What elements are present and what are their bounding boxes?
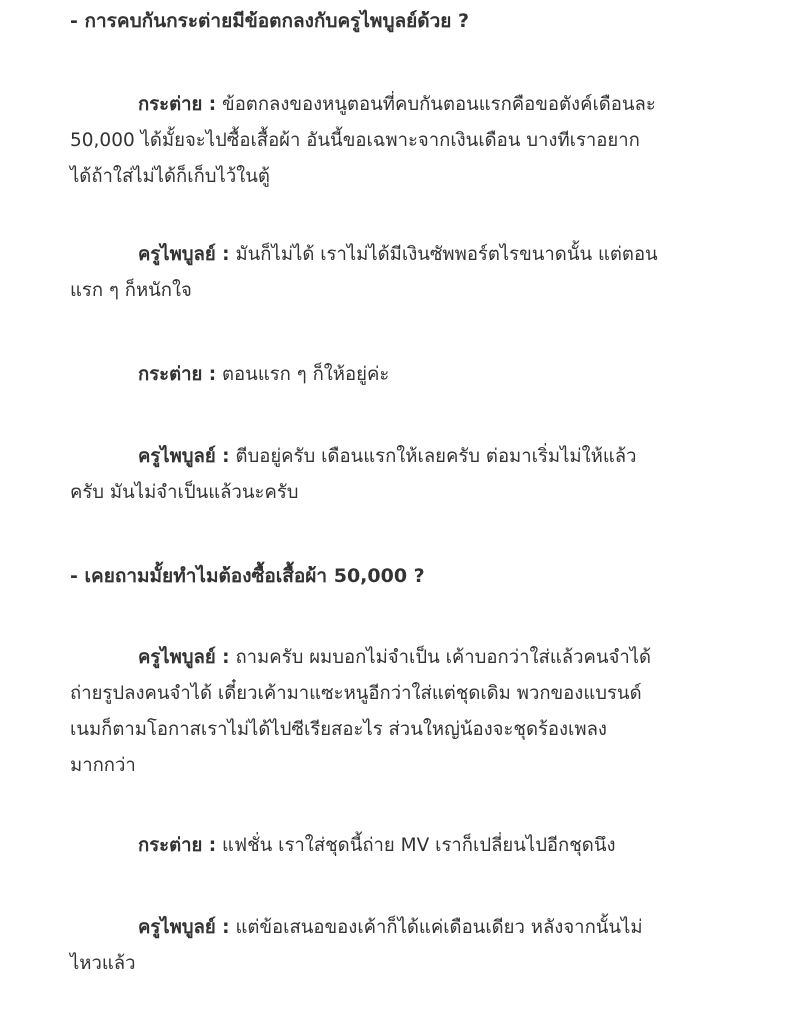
dialogue-text: มันก็ไม่ได้ เราไม่ได้มีเงินซัพพอร์ตไรขนาดนั้น แต่ตอน (235, 244, 658, 265)
dialogue-line (70, 87, 735, 123)
question-heading: - การคบกันกระต่ายมีข้อตกลงกับครูไพบูลย์ด้วย ? (70, 10, 470, 32)
dialogue-line (70, 640, 735, 676)
dialogue-paragraph (70, 910, 735, 982)
dialogue-paragraph (70, 640, 735, 784)
speaker-name: ครูไพบูลย์ : (138, 917, 230, 938)
dialogue-line (70, 439, 735, 475)
dialogue-line: แรก ๆ ก็หนักใจ (70, 280, 192, 301)
dialogue-text: ถามครับ ผมบอกไม่จำเป็น เค้าบอกว่าใส่แล้วคนจำได้ (235, 647, 652, 668)
dialogue-paragraph (70, 87, 735, 195)
dialogue-text: แต่ข้อเสนอของเค้าก็ได้แค่เดือนเดียว หลังจากนั้นไม่ (235, 917, 643, 938)
dialogue-paragraph (70, 357, 735, 393)
dialogue-text: ตอนแรก ๆ ก็ให้อยู่ค่ะ (222, 364, 390, 385)
dialogue-text: แฟชั่น เราใส่ชุดนี้ถ่าย MV เราก็เปลี่ยนไปอีกชุดนึง (222, 835, 616, 856)
dialogue-line: ครับ มันไม่จำเป็นแล้วนะครับ (70, 482, 299, 503)
dialogue-line: มากกว่า (70, 755, 136, 776)
speaker-name: กระต่าย : (138, 835, 217, 856)
dialogue-line: เนมก็ตามโอกาสเราไม่ได้ไปซีเรียสอะไร ส่วนใหญ่น้องจะชุดร้องเพลง (70, 719, 607, 740)
dialogue-paragraph (70, 439, 735, 511)
speaker-name: ครูไพบูลย์ : (138, 446, 230, 467)
dialogue-line: ไหวแล้ว (70, 953, 136, 974)
dialogue-paragraph (70, 828, 735, 864)
speaker-name: กระต่าย : (138, 94, 217, 115)
dialogue-line: 50,000 ได้มั้ยจะไปซื้อเสื้อผ้า อันนี้ขอเฉพาะจากเงินเดือน บางทีเราอยาก (70, 130, 640, 151)
speaker-name: ครูไพบูลย์ : (138, 244, 230, 265)
dialogue-text: ข้อตกลงของหนูตอนที่คบกันตอนแรกคือขอตังค์เดือนละ (222, 94, 656, 115)
speaker-name: ครูไพบูลย์ : (138, 647, 230, 668)
dialogue-line (70, 357, 735, 393)
dialogue-line: ได้ถ้าใส่ไม่ได้ก็เก็บไว้ในตู้ (70, 166, 270, 187)
speaker-name: กระต่าย : (138, 364, 217, 385)
dialogue-text: ตีบอยู่ครับ เดือนแรกให้เลยครับ ต่อมาเริ่มไม่ให้แล้ว (235, 446, 637, 467)
dialogue-line (70, 237, 735, 273)
dialogue-line (70, 910, 735, 946)
question-heading: - เคยถามมั้ยทำไมต้องซื้อเสื้อผ้า 50,000 ? (70, 565, 425, 587)
dialogue-line (70, 828, 735, 864)
dialogue-paragraph (70, 237, 735, 309)
dialogue-line: ถ่ายรูปลงคนจำได้ เดี๋ยวเค้ามาแซะหนูอีกว่าใส่แต่ชุดเดิม พวกของแบรนด์ (70, 683, 642, 704)
